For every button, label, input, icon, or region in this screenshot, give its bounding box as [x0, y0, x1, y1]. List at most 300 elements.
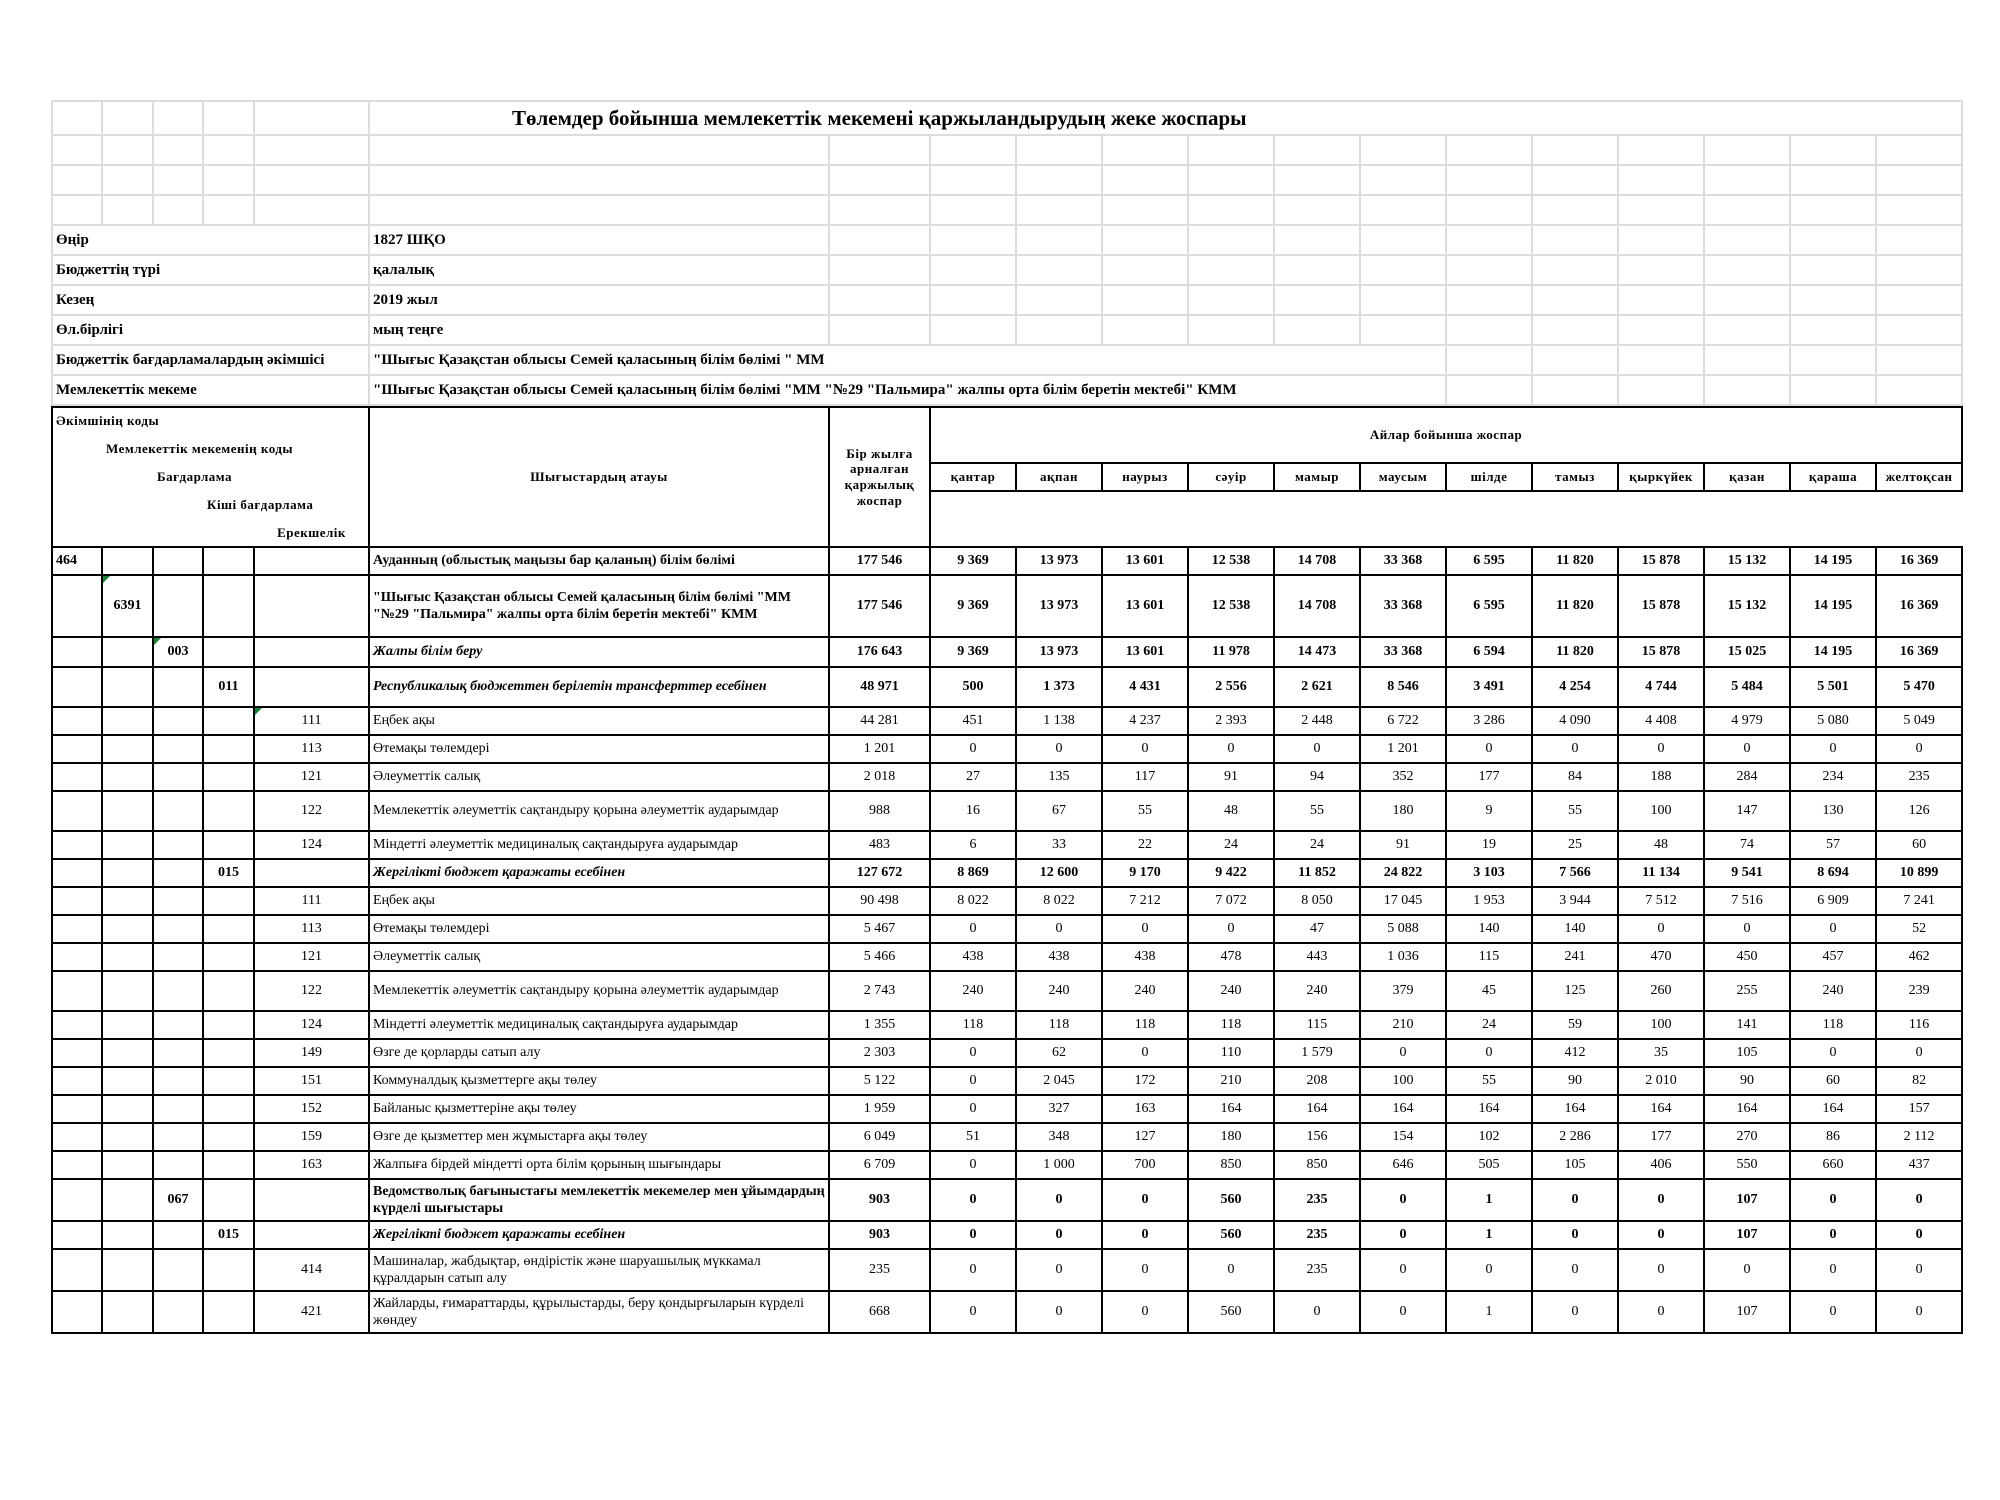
expense-name: Еңбек ақы: [369, 887, 829, 915]
month-value: 2 621: [1274, 667, 1360, 707]
month-value: 0: [1532, 1291, 1618, 1333]
annual-total: 903: [829, 1179, 930, 1221]
month-value: 470: [1618, 943, 1704, 971]
expense-name: Міндетті әлеуметтік медициналық сақтандыруға аударымдар: [369, 1011, 829, 1039]
annual-total: 903: [829, 1221, 930, 1249]
month-value: 0: [1360, 1179, 1446, 1221]
month-value: 164: [1274, 1095, 1360, 1123]
month-value: 16: [930, 791, 1016, 831]
month-value: 107: [1704, 1179, 1790, 1221]
code-cell-c5: 111: [254, 887, 369, 915]
code-cell-c5: [254, 637, 369, 667]
month-value: 1: [1446, 1179, 1532, 1221]
info-value: мың теңге: [369, 315, 829, 345]
code-cell-c2: [102, 1011, 153, 1039]
expense-name: Жалпыға бірдей міндетті орта білім қорының шығындары: [369, 1151, 829, 1179]
month-value: 164: [1446, 1095, 1532, 1123]
code-cell-c4: [203, 1095, 254, 1123]
expense-name: Әлеуметтік салық: [369, 763, 829, 791]
month-value: 235: [1274, 1179, 1360, 1221]
month-value: 100: [1618, 1011, 1704, 1039]
code-cell-c3: [153, 887, 203, 915]
code-cell-c4: [203, 1123, 254, 1151]
month-value: 241: [1532, 943, 1618, 971]
code-cell-c3: [153, 791, 203, 831]
month-value: 5 049: [1876, 707, 1962, 735]
expense-name: Өтемақы төлемдері: [369, 735, 829, 763]
month-value: 450: [1704, 943, 1790, 971]
table-row: [52, 1123, 1962, 1151]
month-value: 60: [1876, 831, 1962, 859]
month-value: 11 820: [1532, 575, 1618, 637]
month-value: 550: [1704, 1151, 1790, 1179]
table-row: [52, 763, 1962, 791]
code-cell-c3: [153, 831, 203, 859]
month-value: 91: [1360, 831, 1446, 859]
code-cell-c2: [102, 1067, 153, 1095]
month-value: 0: [1876, 1291, 1962, 1333]
month-value: 0: [1618, 915, 1704, 943]
month-value: 12 538: [1188, 547, 1274, 575]
code-cell-c2: [102, 707, 153, 735]
info-value: "Шығыс Қазақстан облысы Семей қаласының білім бөлімі " ММ: [369, 345, 1446, 375]
month-value: 0: [930, 1151, 1016, 1179]
month-value: 0: [1704, 915, 1790, 943]
table-row: [52, 1179, 1962, 1221]
code-cell-c5: 121: [254, 943, 369, 971]
month-value: 52: [1876, 915, 1962, 943]
month-value: 156: [1274, 1123, 1360, 1151]
month-value: 130: [1790, 791, 1876, 831]
table-row: [52, 1291, 1962, 1333]
code-cell-c4: [203, 1151, 254, 1179]
code-cell-c3: [153, 575, 203, 637]
expense-name: Өзге де қорларды сатып алу: [369, 1039, 829, 1067]
month-header: мамыр: [1274, 463, 1360, 491]
code-cell-c4: [203, 971, 254, 1011]
expense-name: Өзге де қызметтер мен жұмыстарға ақы төлеу: [369, 1123, 829, 1151]
annual-total: 2 303: [829, 1039, 930, 1067]
month-value: 2 286: [1532, 1123, 1618, 1151]
month-value: 4 979: [1704, 707, 1790, 735]
expense-name: Мемлекеттік әлеуметтік сақтандыру қорына әлеуметтік аударымдар: [369, 971, 829, 1011]
month-value: 24: [1274, 831, 1360, 859]
info-row: [52, 315, 1962, 345]
table-row: [52, 1221, 1962, 1249]
month-value: 47: [1274, 915, 1360, 943]
annual-total: 5 466: [829, 943, 930, 971]
expense-name: Еңбек ақы: [369, 707, 829, 735]
month-value: 0: [1446, 1249, 1532, 1291]
expense-name: Жергілікті бюджет қаражаты есебінен: [369, 1221, 829, 1249]
info-row: [52, 225, 1962, 255]
month-value: 11 820: [1532, 637, 1618, 667]
month-value: 48: [1188, 791, 1274, 831]
month-value: 100: [1360, 1067, 1446, 1095]
month-value: 240: [1274, 971, 1360, 1011]
month-value: 0: [1102, 915, 1188, 943]
code-cell-c3: [153, 1221, 203, 1249]
table-row: [52, 943, 1962, 971]
month-value: 240: [1016, 971, 1102, 1011]
code-cell-c4: [203, 1249, 254, 1291]
month-value: 86: [1790, 1123, 1876, 1151]
month-value: 0: [1274, 1291, 1360, 1333]
annual-total: 483: [829, 831, 930, 859]
code-cell-c2: [102, 637, 153, 667]
month-value: 14 708: [1274, 547, 1360, 575]
code-cell-c4: [203, 1011, 254, 1039]
table-row: [52, 971, 1962, 1011]
month-header: ақпан: [1016, 463, 1102, 491]
month-value: 33 368: [1360, 547, 1446, 575]
month-value: 0: [1360, 1039, 1446, 1067]
code-cell-c2: [102, 1095, 153, 1123]
code-cell-c4: [203, 831, 254, 859]
month-value: 0: [930, 1067, 1016, 1095]
month-value: 10 899: [1876, 859, 1962, 887]
code-cell-c3: [153, 1067, 203, 1095]
month-value: 4 431: [1102, 667, 1188, 707]
month-value: 115: [1274, 1011, 1360, 1039]
month-value: 177: [1446, 763, 1532, 791]
month-header: желтоқсан: [1876, 463, 1962, 491]
month-value: 105: [1704, 1039, 1790, 1067]
info-label: Кезең: [52, 285, 369, 315]
month-value: 118: [1102, 1011, 1188, 1039]
month-value: 0: [930, 735, 1016, 763]
month-value: 13 601: [1102, 575, 1188, 637]
code-cell-c1: [52, 1095, 102, 1123]
month-value: 4 237: [1102, 707, 1188, 735]
info-row: [52, 345, 1962, 375]
month-value: 505: [1446, 1151, 1532, 1179]
code-cell-c3: [153, 1151, 203, 1179]
month-value: 90: [1532, 1067, 1618, 1095]
month-value: 140: [1532, 915, 1618, 943]
month-value: 6 909: [1790, 887, 1876, 915]
expense-name: Коммуналдық қызметтерге ақы төлеу: [369, 1067, 829, 1095]
month-value: 6 595: [1446, 547, 1532, 575]
code-cell-c1: [52, 1011, 102, 1039]
month-value: 284: [1704, 763, 1790, 791]
month-value: 4 090: [1532, 707, 1618, 735]
code-cell-c5: [254, 1221, 369, 1249]
month-value: 0: [1876, 1249, 1962, 1291]
code-cell-c2: [102, 859, 153, 887]
code-cell-c4: [203, 707, 254, 735]
code-cell-c4: [203, 637, 254, 667]
month-value: 164: [1618, 1095, 1704, 1123]
month-value: 352: [1360, 763, 1446, 791]
month-value: 45: [1446, 971, 1532, 1011]
code-cell-c5: [254, 575, 369, 637]
month-value: 0: [1790, 1249, 1876, 1291]
month-value: 163: [1102, 1095, 1188, 1123]
annual-total: 177 546: [829, 575, 930, 637]
month-value: 0: [1188, 1249, 1274, 1291]
expense-name: Міндетті әлеуметтік медициналық сақтандыруға аударымдар: [369, 831, 829, 859]
annual-total: 6 709: [829, 1151, 930, 1179]
month-value: 240: [1102, 971, 1188, 1011]
month-value: 1 201: [1360, 735, 1446, 763]
code-cell-c4: [203, 887, 254, 915]
month-value: 13 601: [1102, 547, 1188, 575]
page-title: Төлемдер бойынша мемлекеттік мекемені қаржыландырудың жеке жоспары: [369, 101, 1962, 135]
month-value: 1 036: [1360, 943, 1446, 971]
month-value: 105: [1532, 1151, 1618, 1179]
month-value: 3 103: [1446, 859, 1532, 887]
code-cell-c1: [52, 1179, 102, 1221]
annual-total: 5 122: [829, 1067, 930, 1095]
month-value: 102: [1446, 1123, 1532, 1151]
month-value: 0: [1446, 1039, 1532, 1067]
code-cell-c5: 122: [254, 791, 369, 831]
code-cell-c4: [203, 547, 254, 575]
table-row: [52, 1249, 1962, 1291]
month-value: 15 132: [1704, 547, 1790, 575]
month-value: 164: [1188, 1095, 1274, 1123]
month-value: 451: [930, 707, 1016, 735]
month-value: 5 088: [1360, 915, 1446, 943]
expense-name: Республикалық бюджеттен берілетін трансферттер есебінен: [369, 667, 829, 707]
code-cell-c3: [153, 859, 203, 887]
month-value: 16 369: [1876, 637, 1962, 667]
code-cell-c2: [102, 1123, 153, 1151]
month-value: 116: [1876, 1011, 1962, 1039]
month-value: 0: [1704, 1249, 1790, 1291]
month-value: 0: [1360, 1221, 1446, 1249]
code-cell-c2: [102, 887, 153, 915]
info-row: [52, 255, 1962, 285]
month-value: 0: [1532, 1179, 1618, 1221]
code-cell-c3: [153, 1039, 203, 1067]
code-cell-c2: [102, 547, 153, 575]
info-label: Мемлекеттік мекеме: [52, 375, 369, 405]
month-value: 14 195: [1790, 547, 1876, 575]
code-cell-c1: [52, 1123, 102, 1151]
spreadsheet: [51, 100, 1961, 1334]
code-cell-c1: [52, 1039, 102, 1067]
month-value: 1 953: [1446, 887, 1532, 915]
code-cell-c1: [52, 971, 102, 1011]
month-value: 9 369: [930, 637, 1016, 667]
code-cell-c2: [102, 1151, 153, 1179]
month-value: 0: [930, 915, 1016, 943]
month-value: 24: [1446, 1011, 1532, 1039]
code-cell-c5: 124: [254, 1011, 369, 1039]
month-value: 0: [1532, 1221, 1618, 1249]
code-cell-c5: 152: [254, 1095, 369, 1123]
month-value: 239: [1876, 971, 1962, 1011]
month-value: 82: [1876, 1067, 1962, 1095]
table-row: [52, 1011, 1962, 1039]
month-header: маусым: [1360, 463, 1446, 491]
month-value: 0: [1876, 1039, 1962, 1067]
table-row: [52, 1151, 1962, 1179]
month-value: 5 080: [1790, 707, 1876, 735]
month-value: 12 538: [1188, 575, 1274, 637]
month-value: 438: [930, 943, 1016, 971]
code-cell-c1: [52, 1067, 102, 1095]
month-value: 234: [1790, 763, 1876, 791]
code-cell-c5: 113: [254, 735, 369, 763]
code-cell-c5: 124: [254, 831, 369, 859]
month-value: 0: [1016, 1249, 1102, 1291]
annual-total: 127 672: [829, 859, 930, 887]
month-value: 164: [1704, 1095, 1790, 1123]
header-specific: Ерекшелік: [254, 519, 369, 547]
expense-name: Жергілікті бюджет қаражаты есебінен: [369, 859, 829, 887]
month-value: 55: [1446, 1067, 1532, 1095]
month-value: 457: [1790, 943, 1876, 971]
month-value: 235: [1876, 763, 1962, 791]
month-header: сәуір: [1188, 463, 1274, 491]
code-cell-c4: [203, 1067, 254, 1095]
month-value: 15 878: [1618, 637, 1704, 667]
table-row: [52, 667, 1962, 707]
code-cell-c4: [203, 943, 254, 971]
table-row: [52, 859, 1962, 887]
month-value: 55: [1532, 791, 1618, 831]
month-value: 478: [1188, 943, 1274, 971]
month-value: 255: [1704, 971, 1790, 1011]
month-value: 0: [1188, 735, 1274, 763]
month-value: 8 022: [1016, 887, 1102, 915]
month-value: 850: [1274, 1151, 1360, 1179]
month-value: 0: [1188, 915, 1274, 943]
code-cell-c3: [153, 667, 203, 707]
code-cell-c1: [52, 1221, 102, 1249]
month-value: 125: [1532, 971, 1618, 1011]
header-subprogram: Кіші бағдарлама: [203, 491, 369, 519]
month-value: 9 369: [930, 547, 1016, 575]
month-value: 0: [1876, 735, 1962, 763]
code-cell-c1: 464: [52, 547, 102, 575]
header-admin-code: Әкімшінің коды: [52, 407, 153, 435]
month-value: 118: [930, 1011, 1016, 1039]
annual-total: 1 201: [829, 735, 930, 763]
month-header: қазан: [1704, 463, 1790, 491]
code-cell-c2: [102, 1179, 153, 1221]
month-value: 118: [1790, 1011, 1876, 1039]
month-value: 0: [1790, 1039, 1876, 1067]
month-value: 500: [930, 667, 1016, 707]
month-value: 107: [1704, 1291, 1790, 1333]
month-value: 646: [1360, 1151, 1446, 1179]
month-value: 118: [1016, 1011, 1102, 1039]
month-value: 560: [1188, 1179, 1274, 1221]
code-cell-c2: [102, 971, 153, 1011]
month-value: 15 878: [1618, 547, 1704, 575]
month-value: 0: [1102, 1249, 1188, 1291]
month-value: 9 541: [1704, 859, 1790, 887]
month-value: 9 170: [1102, 859, 1188, 887]
code-cell-c1: [52, 637, 102, 667]
month-value: 0: [930, 1095, 1016, 1123]
month-value: 74: [1704, 831, 1790, 859]
month-value: 164: [1360, 1095, 1446, 1123]
month-value: 412: [1532, 1039, 1618, 1067]
info-value: 1827 ШҚО: [369, 225, 829, 255]
code-cell-c5: 421: [254, 1291, 369, 1333]
annual-total: 90 498: [829, 887, 930, 915]
month-value: 660: [1790, 1151, 1876, 1179]
month-value: 11 820: [1532, 547, 1618, 575]
month-value: 15 132: [1704, 575, 1790, 637]
expense-name: "Шығыс Қазақстан облысы Семей қаласының білім бөлімі "ММ "№29 "Пальмира" жалпы орта білім беретін мектебі" КММ: [369, 575, 829, 637]
month-value: 154: [1360, 1123, 1446, 1151]
expense-name: Жалпы білім беру: [369, 637, 829, 667]
month-value: 0: [1102, 1039, 1188, 1067]
table-row: [52, 1067, 1962, 1095]
code-cell-c1: [52, 791, 102, 831]
expense-name: Жайларды, ғимараттарды, құрылыстарды, беру қондырғыларын күрделі жөндеу: [369, 1291, 829, 1333]
month-value: 33 368: [1360, 637, 1446, 667]
month-header: қараша: [1790, 463, 1876, 491]
code-cell-c3: [153, 1011, 203, 1039]
month-value: 22: [1102, 831, 1188, 859]
month-value: 180: [1360, 791, 1446, 831]
header-institution-code: Мемлекеттік мекеменің коды: [102, 435, 254, 463]
table-row: [52, 915, 1962, 943]
month-value: 24: [1188, 831, 1274, 859]
annual-total: 6 049: [829, 1123, 930, 1151]
code-cell-c2: [102, 831, 153, 859]
month-value: 1: [1446, 1221, 1532, 1249]
table-row: [52, 735, 1962, 763]
month-value: 67: [1016, 791, 1102, 831]
code-cell-c4: [203, 915, 254, 943]
month-value: 2 393: [1188, 707, 1274, 735]
month-value: 177: [1618, 1123, 1704, 1151]
month-value: 2 556: [1188, 667, 1274, 707]
month-value: 0: [930, 1291, 1016, 1333]
month-value: 24 822: [1360, 859, 1446, 887]
month-value: 15 878: [1618, 575, 1704, 637]
table-row: [52, 637, 1962, 667]
month-value: 0: [1790, 1179, 1876, 1221]
expense-name: Ведомстволық бағыныстағы мемлекеттік мекемелер мен ұйымдардың күрделі шығыстары: [369, 1179, 829, 1221]
month-value: 57: [1790, 831, 1876, 859]
month-value: 1 000: [1016, 1151, 1102, 1179]
header-expense-name: Шығыстардың атауы: [369, 407, 829, 547]
annual-total: 177 546: [829, 547, 930, 575]
expense-name: Өтемақы төлемдері: [369, 915, 829, 943]
month-value: 135: [1016, 763, 1102, 791]
month-value: 117: [1102, 763, 1188, 791]
month-value: 0: [930, 1039, 1016, 1067]
info-value: 2019 жыл: [369, 285, 829, 315]
month-value: 4 408: [1618, 707, 1704, 735]
month-value: 438: [1016, 943, 1102, 971]
code-cell-c1: [52, 1291, 102, 1333]
month-value: 84: [1532, 763, 1618, 791]
month-value: 55: [1102, 791, 1188, 831]
month-value: 348: [1016, 1123, 1102, 1151]
month-value: 0: [1618, 1291, 1704, 1333]
month-value: 240: [1188, 971, 1274, 1011]
code-cell-c4: [203, 1179, 254, 1221]
info-row: [52, 375, 1962, 405]
month-value: 55: [1274, 791, 1360, 831]
month-value: 6 594: [1446, 637, 1532, 667]
code-cell-c3: [153, 763, 203, 791]
annual-total: 235: [829, 1249, 930, 1291]
month-value: 90: [1704, 1067, 1790, 1095]
expense-name: Әлеуметтік салық: [369, 943, 829, 971]
month-value: 0: [1790, 1291, 1876, 1333]
